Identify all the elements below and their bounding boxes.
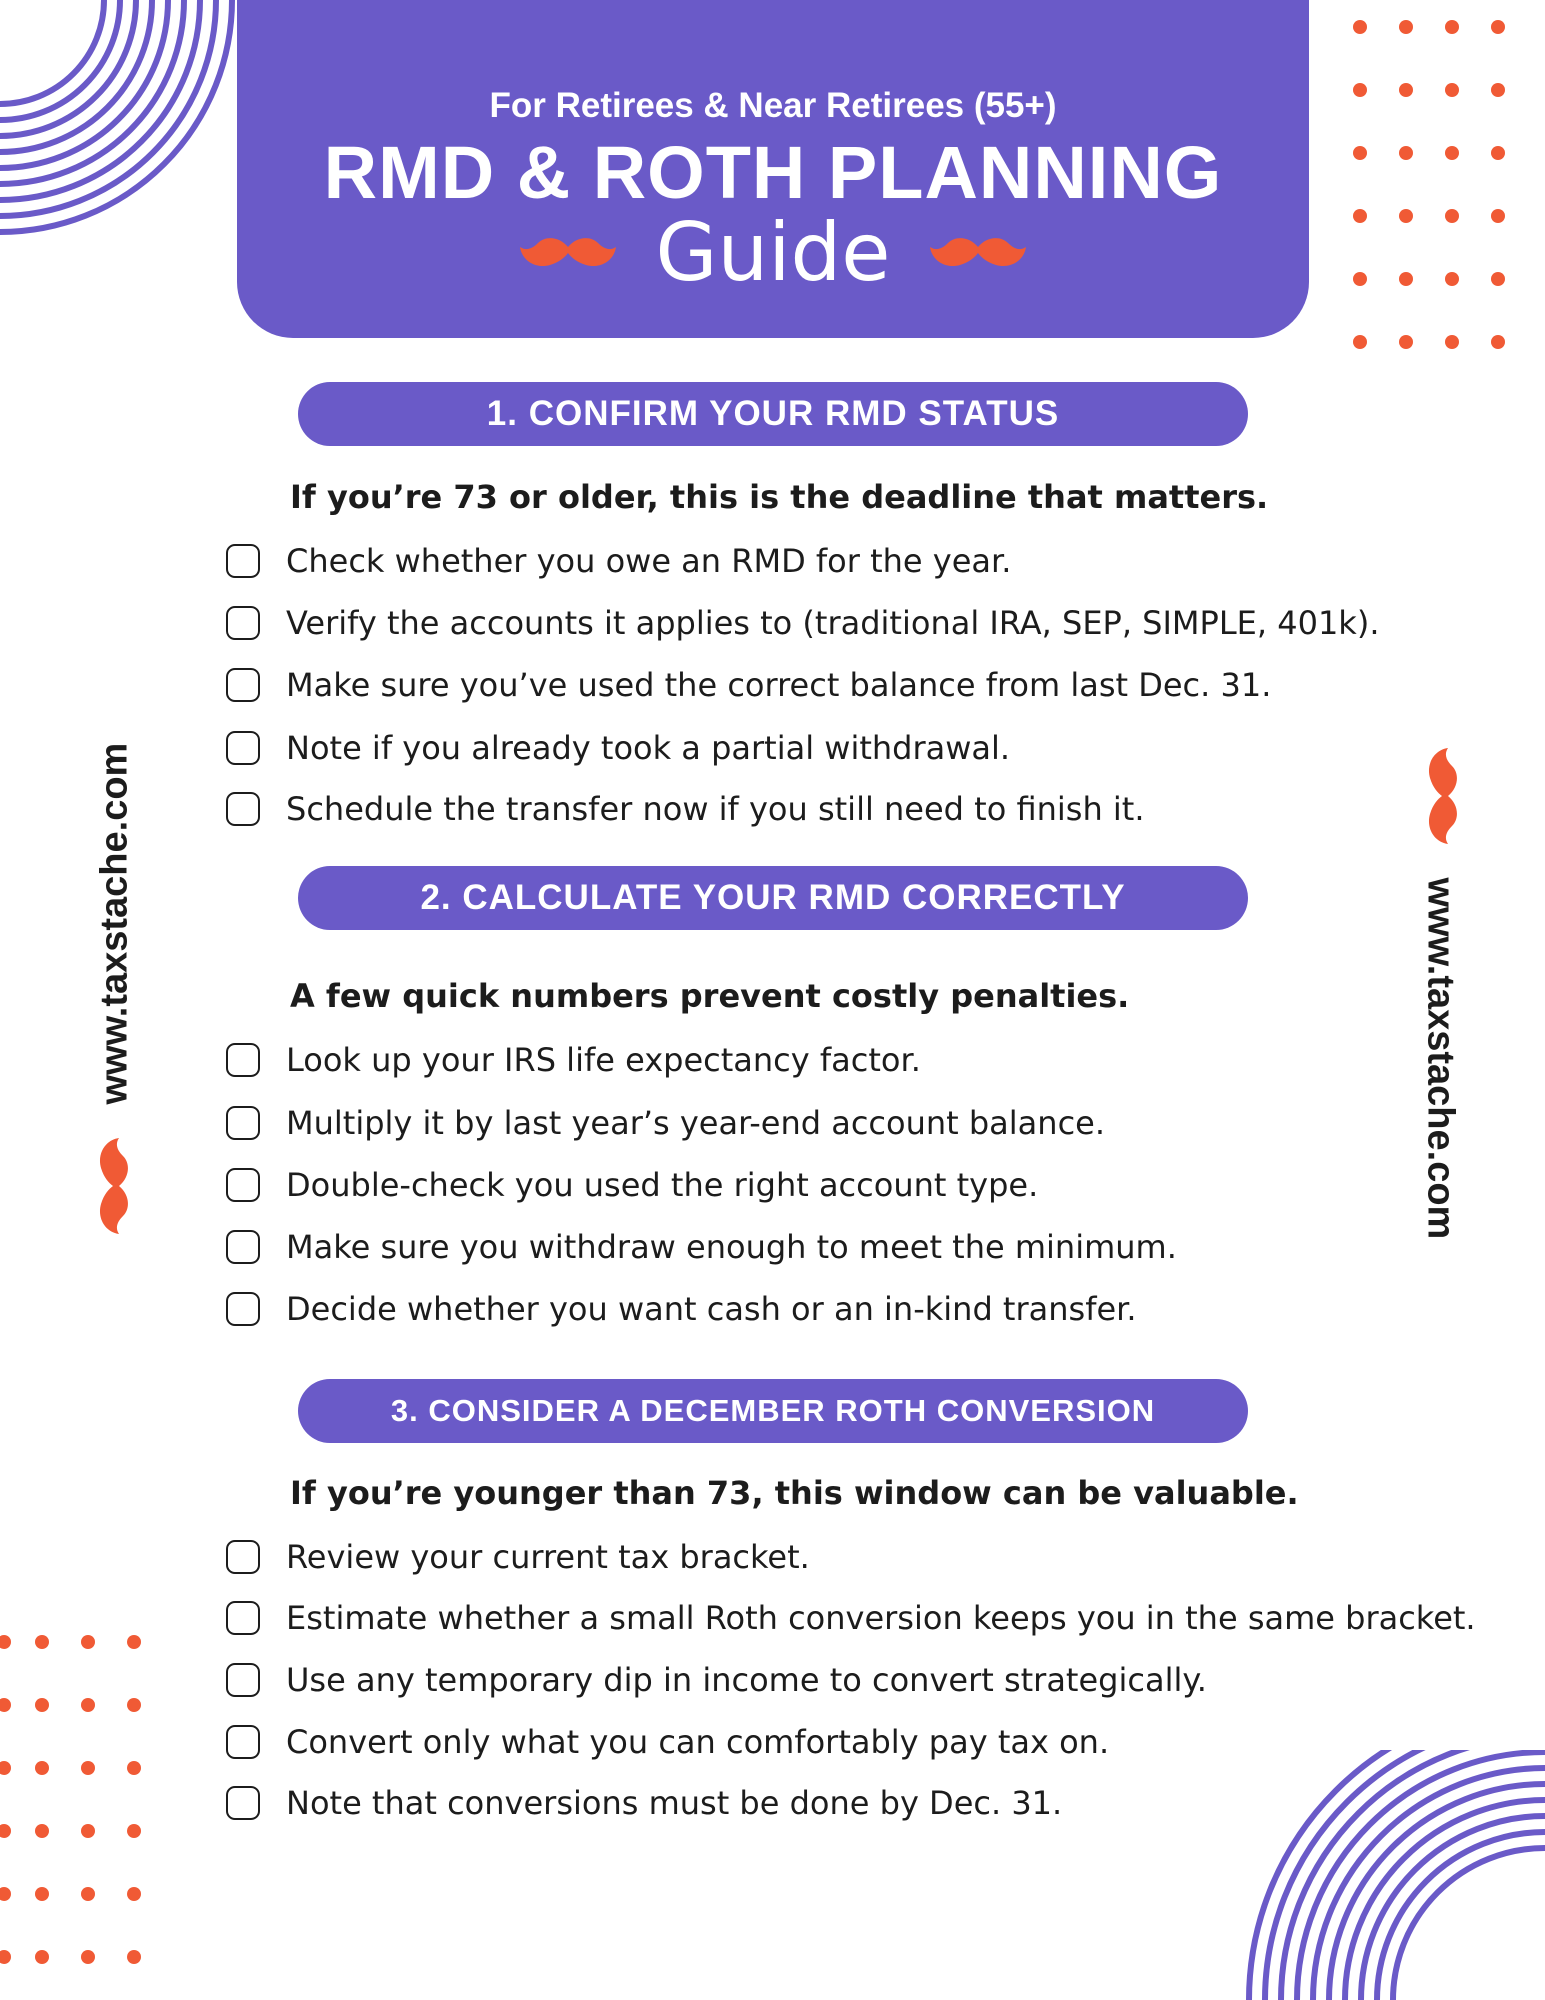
checklist-item[interactable]: Convert only what you can comfortably pay tax on. <box>226 1720 1109 1764</box>
checkbox[interactable] <box>226 544 260 578</box>
checkbox[interactable] <box>226 1786 260 1820</box>
checkbox[interactable] <box>226 668 260 702</box>
checklist-item[interactable]: Estimate whether a small Roth conversion keeps you in the same bracket. <box>226 1596 1476 1640</box>
section-1-lead: If you’re 73 or older, this is the deadline that matters. <box>290 478 1269 516</box>
checklist-item[interactable]: Schedule the transfer now if you still need to finish it. <box>226 787 1145 831</box>
dot-grid-bottom-left <box>0 1630 150 1970</box>
checkbox[interactable] <box>226 1043 260 1077</box>
checklist-item[interactable]: Make sure you’ve used the correct balance from last Dec. 31. <box>226 663 1271 707</box>
section-1-heading: 1. CONFIRM YOUR RMD STATUS <box>298 382 1248 446</box>
website-url-right[interactable]: www.taxstache.com <box>1419 877 1462 1240</box>
checkbox[interactable] <box>226 1106 260 1140</box>
checklist-item[interactable]: Verify the accounts it applies to (traditional IRA, SEP, SIMPLE, 401k). <box>226 601 1379 645</box>
arc-decoration-bottom-right <box>1245 1750 1545 2000</box>
checklist-item[interactable]: Use any temporary dip in income to convert strategically. <box>226 1658 1207 1702</box>
checklist-item[interactable]: Check whether you owe an RMD for the year. <box>226 539 1011 583</box>
checkbox[interactable] <box>226 1725 260 1759</box>
dot-grid-top-right <box>1340 12 1520 352</box>
header-subtitle: For Retirees & Near Retirees (55+) <box>489 86 1057 125</box>
checkbox[interactable] <box>226 792 260 826</box>
checklist-item[interactable]: Note if you already took a partial withdrawal. <box>226 726 1010 770</box>
section-3-lead: If you’re younger than 73, this window can be valuable. <box>290 1474 1299 1512</box>
section-3-heading: 3. CONSIDER A DECEMBER ROTH CONVERSION <box>298 1379 1248 1443</box>
checkbox[interactable] <box>226 606 260 640</box>
checkbox[interactable] <box>226 1230 260 1264</box>
guide-row <box>237 206 1309 299</box>
checkbox[interactable] <box>226 1168 260 1202</box>
checklist-item[interactable]: Make sure you withdraw enough to meet the minimum. <box>226 1225 1177 1269</box>
checklist-item[interactable]: Double-check you used the right account type. <box>226 1163 1038 1207</box>
checkbox[interactable] <box>226 1292 260 1326</box>
mustache-icon <box>93 1138 133 1234</box>
checklist-item[interactable]: Look up your IRS life expectancy factor. <box>226 1038 921 1082</box>
checkbox[interactable] <box>226 1540 260 1574</box>
checklist-item[interactable]: Decide whether you want cash or an in-kind transfer. <box>226 1287 1137 1331</box>
mustache-icon <box>930 233 1026 273</box>
checklist-item[interactable]: Review your current tax bracket. <box>226 1535 810 1579</box>
checklist-item[interactable]: Note that conversions must be done by Dec. 31. <box>226 1781 1062 1825</box>
website-url-left[interactable]: www.taxstache.com <box>93 742 136 1105</box>
checklist-item[interactable]: Multiply it by last year’s year-end account balance. <box>226 1101 1105 1145</box>
arc-decoration-top-left <box>0 0 240 240</box>
mustache-icon <box>1422 748 1462 844</box>
section-2-heading: 2. CALCULATE YOUR RMD CORRECTLY <box>298 866 1248 930</box>
page-title: RMD & ROTH PLANNING <box>323 131 1223 214</box>
section-2-lead: A few quick numbers prevent costly penalties. <box>290 977 1130 1015</box>
mustache-icon <box>520 233 616 273</box>
checkbox[interactable] <box>226 1601 260 1635</box>
checkbox[interactable] <box>226 731 260 765</box>
header-guide-word: Guide <box>655 206 891 299</box>
checkbox[interactable] <box>226 1663 260 1697</box>
